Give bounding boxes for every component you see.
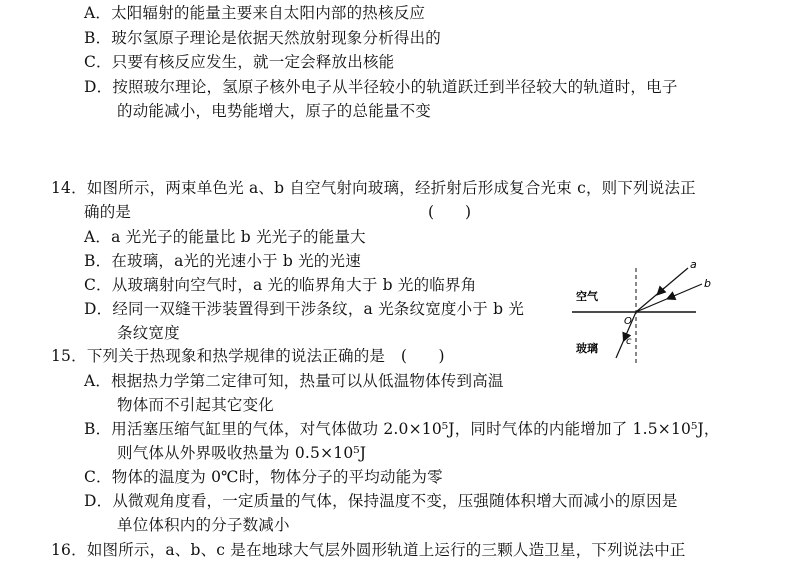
refraction-figure	[566, 252, 746, 370]
label-c: c	[626, 336, 632, 347]
q15-option-d: D．从微观角度看，一定质量的气体，保持温度不变，压强随体积增大而减小的原因是	[84, 492, 678, 510]
q13-option-c: C．只要有核反应发生，就一定会释放出核能	[84, 53, 395, 71]
q14-option-b: B．在玻璃，a光的光速小于 b 光的光速	[84, 252, 361, 270]
label-o: O	[624, 316, 632, 327]
q15-option-b: B．用活塞压缩气缸里的气体，对气体做功 2.0×10⁵J，同时气体的内能增加了 1.5×10⁵J，	[84, 420, 720, 438]
q14-stem: 14．如图所示，两束单色光 a、b 自空气射向玻璃，经折射后形成复合光束 c，则下列说法正	[51, 179, 696, 197]
q14-answer-paren: ( )	[428, 203, 472, 221]
q13-option-b: B．玻尔氢原子理论是依据天然放射现象分析得出的	[84, 29, 441, 47]
q14-option-d-continuation: 条纹宽度	[117, 324, 180, 342]
q14-option-c: C．从玻璃射向空气时，a 光的临界角大于 b 光的临界角	[84, 276, 477, 294]
ray-b-arrow	[668, 295, 676, 299]
q14-option-d: D．经同一双缝干涉装置得到干涉条纹，a 光条纹宽度小于 b 光	[84, 300, 525, 318]
ray-a-arrow	[658, 288, 664, 294]
label-glass: 玻璃	[576, 342, 598, 355]
q15-option-a-continuation: 物体而不引起其它变化	[117, 396, 275, 414]
label-a: a	[690, 258, 697, 271]
q15-option-a: A．根据热力学第二定律可知，热量可以从低温物体传到高温	[84, 372, 504, 390]
q15-option-c: C．物体的温度为 0℃时，物体分子的平均动能为零	[84, 468, 443, 486]
q14-stem-continuation: 确的是	[84, 203, 132, 221]
label-b: b	[704, 277, 711, 290]
q15-option-b-continuation: 则气体从外界吸收热量为 0.5×10⁵J	[117, 444, 367, 462]
q16-stem: 16．如图所示，a、b、c 是在地球大气层外圆形轨道上运行的三颗人造卫星，下列说法中正	[51, 541, 686, 559]
q13-option-a: A．太阳辐射的能量主要来自太阳内部的热核反应	[84, 4, 426, 22]
q14-option-a: A．a 光光子的能量比 b 光光子的能量大	[84, 228, 366, 246]
q15-stem: 15．下列关于热现象和热学规律的说法正确的是 ( )	[51, 347, 445, 365]
q13-option-d: D．按照玻尔理论，氢原子核外电子从半径较小的轨道跃迁到半径较大的轨道时，电子	[84, 78, 678, 96]
label-air: 空气	[576, 290, 598, 303]
q13-option-d-continuation: 的动能减小，电势能增大，原子的总能量不变	[117, 102, 432, 120]
q15-option-d-continuation: 单位体积内的分子数减小	[117, 516, 290, 534]
